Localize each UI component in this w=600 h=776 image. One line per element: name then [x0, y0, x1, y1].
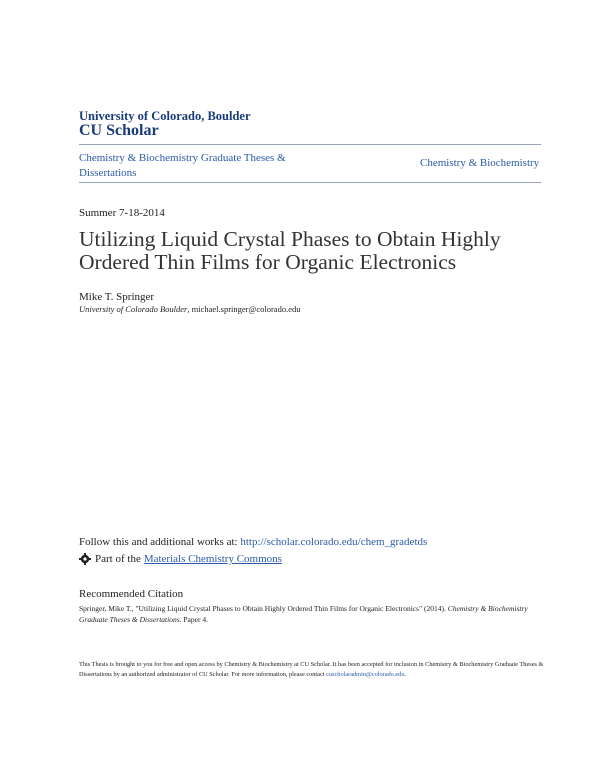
repository-name[interactable]: CU Scholar — [79, 122, 159, 139]
follow-label: Follow this and additional works at: — [79, 536, 238, 548]
contact-email-link[interactable]: cuscholaradmin@colorado.edu — [326, 671, 405, 678]
follow-url-link[interactable]: http://scholar.colorado.edu/chem_gradetds — [240, 536, 428, 548]
series-link[interactable]: Chemistry & Biochemistry Graduate Theses & Dissertations — [79, 152, 286, 179]
citation-heading: Recommended Citation — [79, 588, 184, 600]
author-name: Mike T. Springer — [79, 291, 155, 303]
affiliation-institution: University of Colorado Boulder — [79, 304, 188, 314]
author-affiliation — [79, 304, 300, 314]
citation-source: Chemistry & Biochemistry Graduate Theses & Dissertations — [79, 604, 528, 624]
author-email: , michael.springer@colorado.edu — [187, 304, 301, 314]
citation-paper-number: . Paper 4. — [179, 615, 208, 624]
publication-date: Summer 7-18-2014 — [79, 207, 165, 219]
university-name[interactable]: University of Colorado, Boulder — [79, 109, 251, 123]
paper-title: Utilizing Liquid Crystal Phases to Obtain Highly Ordered Thin Films for Organic Electronics — [79, 227, 501, 274]
access-notice — [79, 660, 549, 680]
notice-end: . — [404, 671, 407, 678]
part-of-label: Part of the — [95, 553, 141, 565]
part-of-line — [79, 553, 282, 565]
citation-text — [79, 603, 549, 625]
notice-text: This Thesis is brought to you for free and open access by Chemistry & Biochemistry at CU Scholar. It has been accepted for inclusion in Chemistry & Biochemistry Graduate Theses & Dissertations by an authorized administrator of CU Scholar. For more information, please contact — [79, 661, 544, 678]
follow-line — [79, 536, 427, 548]
department-link[interactable]: Chemistry & Biochemistry — [420, 157, 540, 169]
header-divider-top — [79, 144, 541, 145]
network-gear-icon — [79, 553, 91, 565]
commons-link[interactable]: Materials Chemistry Commons — [143, 553, 282, 565]
citation-body: Springer, Mike T., "Utilizing Liquid Crystal Phases to Obtain Highly Ordered Thin Films for Organic Electronics" (2014). — [79, 604, 446, 613]
header-divider-bottom — [79, 182, 541, 183]
